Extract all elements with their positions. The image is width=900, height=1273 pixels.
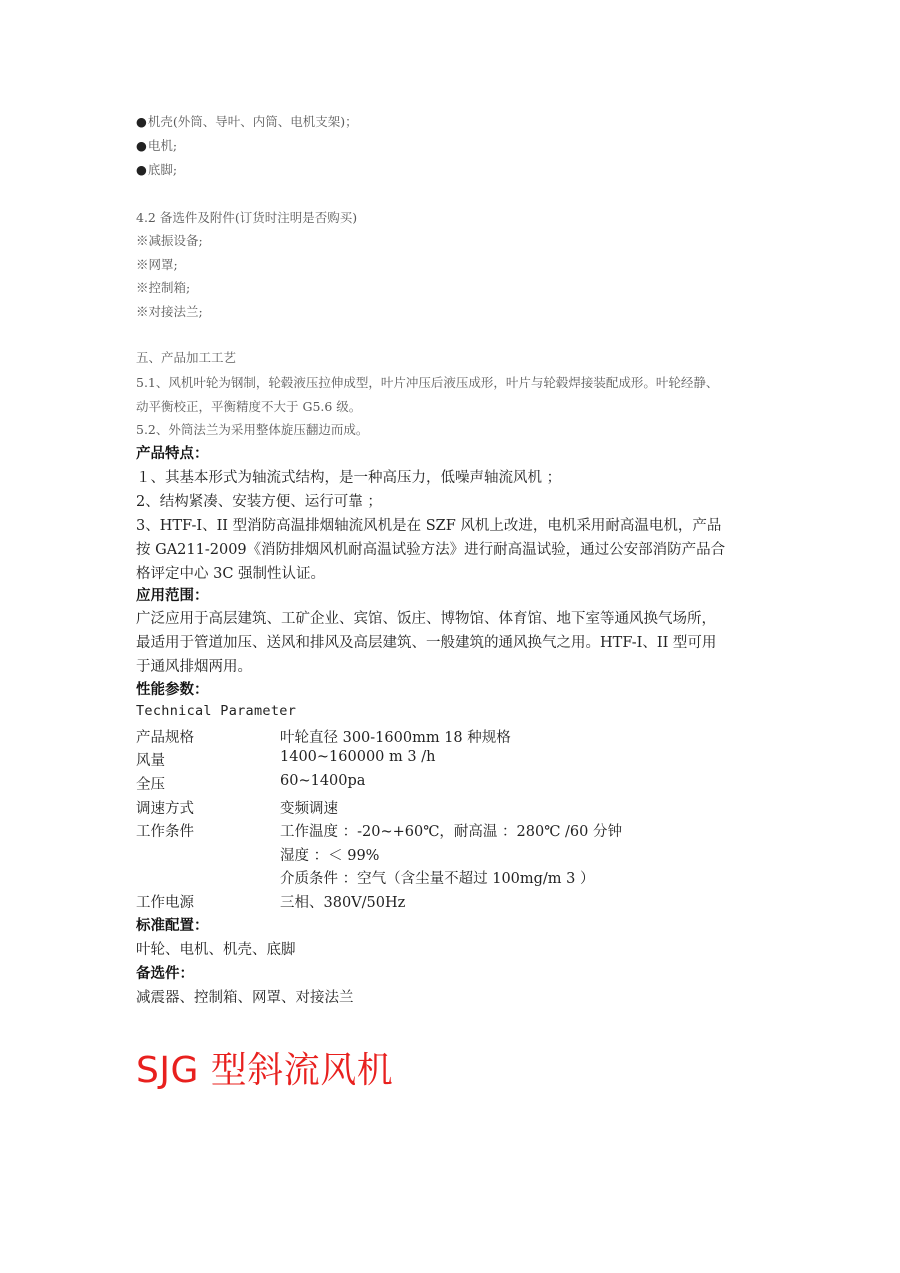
spec-conditions-temperature: 工作温度 ：-20~+60℃，耐高温 ：280℃ /60 分钟 <box>280 824 622 840</box>
option-item-damper: ※减振设备; <box>136 233 203 248</box>
spec-conditions-medium: 介质条件 ：空气（含尘量不超过 100mg/m 3 ） <box>280 871 595 887</box>
process-line: 5.1、风机叶轮为钢制，轮毂液压拉伸成型，叶片冲压后液压成形，叶片与轮毂焊接装配成形。叶轮经静、 <box>136 375 719 390</box>
spec-pressure-label: 全压 <box>136 777 165 793</box>
bullet-icon: ● <box>136 114 147 129</box>
spec-conditions-label: 工作条件 <box>136 824 194 840</box>
application-line: 广泛应用于高层建筑、工矿企业、宾馆、饭庄、博物馆、体育馆、地下室等通风换气场所， <box>136 611 716 627</box>
option-item-control-box: ※控制箱; <box>136 280 191 295</box>
option-item-mesh: ※网罩; <box>136 257 178 272</box>
feature-line: 格评定中心 3C 强制性认证。 <box>136 566 326 582</box>
performance-heading: 性能参数： <box>136 682 209 698</box>
component-item-housing: ●机壳(外筒、导叶、内筒、电机支架)； <box>136 114 358 129</box>
spare-value: 减震器、控制箱、网罩、对接法兰 <box>136 990 354 1006</box>
features-heading: 产品特点： <box>136 446 209 462</box>
feature-line: 按 GA211-2009《消防排烟风机耐高温试验方法》进行耐高温试验，通过公安部消防产品合 <box>136 542 726 558</box>
spec-conditions-humidity: 湿度 ：＜ 99% <box>280 848 380 864</box>
standard-value: 叶轮、电机、机壳、底脚 <box>136 942 296 958</box>
spec-airflow-value: 1400~160000 m 3 /h <box>280 749 436 765</box>
spare-heading: 备选件： <box>136 966 194 982</box>
component-item-motor: ●电机; <box>136 138 178 153</box>
component-item-base: ●底脚; <box>136 162 178 177</box>
spec-pressure-value: 60~1400pa <box>280 773 366 789</box>
bullet-icon: ● <box>136 162 147 177</box>
process-heading: 五、产品加工工艺 <box>136 350 237 365</box>
feature-line: 3、HTF-I、II 型消防高温排烟轴流风机是在 SZF 风机上改进，电机采用耐高温电机，产品 <box>136 518 722 534</box>
application-line: 于通风排烟两用。 <box>136 659 252 675</box>
feature-line: 2、结构紧凑、安装方便、运行可靠 ； <box>136 494 382 510</box>
options-heading: 4.2 备选件及附件(订货时注明是否购买) <box>136 210 358 225</box>
spec-power-value: 三相、380V/50Hz <box>280 895 406 911</box>
application-line: 最适用于管道加压、送风和排风及高层建筑、一般建筑的通风换气之用。HTF-I、II 型可用 <box>136 635 717 651</box>
bullet-icon: ● <box>136 138 147 153</box>
application-heading: 应用范围： <box>136 588 209 604</box>
standard-heading: 标准配置： <box>136 918 209 934</box>
spec-airflow-label: 风量 <box>136 753 165 769</box>
spec-power-label: 工作电源 <box>136 895 194 911</box>
process-line: 5.2、外筒法兰为采用整体旋压翻边而成。 <box>136 422 369 437</box>
option-item-flange: ※对接法兰; <box>136 304 203 319</box>
spec-speed-label: 调速方式 <box>136 801 194 817</box>
spec-size-value: 叶轮直径 300-1600mm 18 种规格 <box>280 730 511 746</box>
process-line: 动平衡校正，平衡精度不大于 G5.6 级。 <box>136 399 362 414</box>
section-title: SJG 型斜流风机 <box>136 1050 394 1091</box>
technical-parameter-label: Technical Parameter <box>136 703 297 719</box>
spec-speed-value: 变频调速 <box>280 801 338 817</box>
spec-size-label: 产品规格 <box>136 730 194 746</box>
feature-line: １、其基本形式为轴流式结构，是一种高压力，低噪声轴流风机 ； <box>136 470 562 486</box>
